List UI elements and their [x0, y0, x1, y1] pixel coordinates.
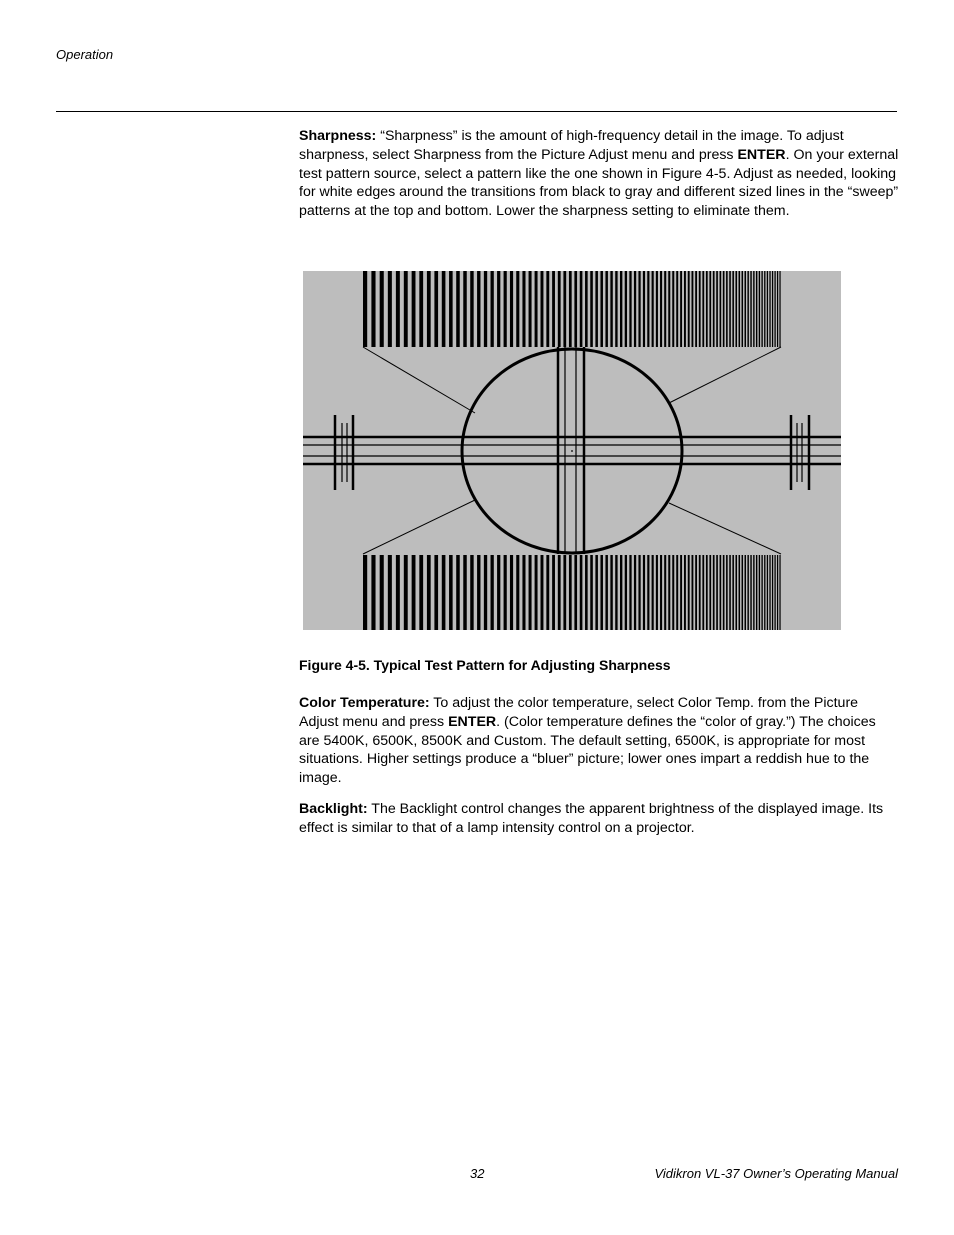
sweep-bar — [656, 555, 658, 630]
sweep-bar — [772, 271, 773, 347]
sweep-bar — [652, 555, 654, 630]
sweep-bar — [484, 555, 487, 630]
sweep-bar — [552, 555, 555, 630]
sweep-bar — [427, 555, 431, 630]
sweep-bar — [647, 271, 649, 347]
sharpness-paragraph — [299, 127, 899, 221]
sweep-bar — [412, 555, 416, 630]
sweep-bar — [546, 555, 549, 630]
sweep-bar — [742, 271, 743, 347]
sweep-bar — [732, 555, 734, 630]
sweep-bar — [720, 555, 722, 630]
sweep-bar — [652, 271, 654, 347]
sweep-bar — [732, 271, 734, 347]
sweep-bar — [753, 555, 754, 630]
sweep-bar — [463, 555, 466, 630]
sweep-bar — [363, 555, 367, 630]
sweep-bar — [643, 271, 645, 347]
sweep-bar — [558, 555, 561, 630]
figure-caption: Figure 4-5. Typical Test Pattern for Adjusting Sharpness — [299, 657, 671, 673]
sweep-bar — [419, 555, 423, 630]
sweep-bar — [702, 555, 704, 630]
sweep-bar — [761, 555, 762, 630]
color-temperature-term: Color Temperature: — [299, 695, 430, 711]
sweep-bar — [759, 271, 760, 347]
sweep-bar — [739, 555, 741, 630]
sweep-bar — [388, 555, 392, 630]
sweep-bar — [688, 271, 690, 347]
sweep-bar — [552, 271, 555, 347]
sweep-bar — [442, 271, 446, 347]
sweep-bar — [569, 271, 572, 347]
sweep-bar — [779, 555, 780, 630]
sweep-bar — [745, 555, 746, 630]
sweep-bar — [615, 555, 617, 630]
sweep-bar — [713, 555, 715, 630]
sweep-bar — [764, 555, 765, 630]
sweep-bar — [747, 555, 748, 630]
sweep-bar — [720, 271, 722, 347]
sweep-bar — [736, 271, 738, 347]
manual-title: Vidikron VL-37 Owner’s Operating Manual — [654, 1166, 898, 1181]
sweep-bar — [709, 271, 711, 347]
sweep-bar — [605, 555, 607, 630]
sweep-bar — [388, 271, 392, 347]
sweep-bar — [634, 555, 636, 630]
sweep-bar — [629, 555, 631, 630]
sweep-bar — [477, 271, 480, 347]
sweep-bar — [729, 555, 731, 630]
sweep-bar — [742, 555, 743, 630]
sweep-bar — [580, 555, 583, 630]
sweep-bar — [777, 555, 778, 630]
sweep-bar — [516, 555, 519, 630]
sweep-bar — [753, 271, 754, 347]
sweep-bar — [756, 555, 757, 630]
sweep-bar — [634, 271, 636, 347]
sweep-bar — [504, 555, 507, 630]
enter-key-label: ENTER — [737, 146, 786, 163]
sweep-bar — [529, 555, 532, 630]
sweep-bar — [522, 555, 525, 630]
sweep-bar — [668, 271, 670, 347]
sweep-bar — [546, 271, 549, 347]
sweep-bar — [643, 555, 645, 630]
sweep-bar — [470, 555, 473, 630]
sweep-bar — [726, 271, 728, 347]
sweep-bar — [629, 271, 631, 347]
sweep-bar — [688, 555, 690, 630]
sweep-bar — [664, 555, 666, 630]
sweep-bar — [729, 271, 731, 347]
sweep-bar — [739, 271, 741, 347]
sweep-bar — [590, 271, 593, 347]
sweep-bar — [456, 271, 460, 347]
sweep-bar — [470, 271, 473, 347]
enter-key-label: ENTER — [448, 713, 497, 730]
sweep-bar — [726, 555, 728, 630]
sweep-bar — [656, 271, 658, 347]
sweep-bar — [723, 555, 725, 630]
sweep-bar — [759, 555, 760, 630]
sweep-bar — [769, 271, 770, 347]
sweep-bar — [761, 271, 762, 347]
sweep-bar — [497, 555, 500, 630]
sweep-bar — [574, 555, 577, 630]
color-temperature-paragraph — [299, 694, 899, 788]
sweep-bar — [684, 271, 686, 347]
sweep-bar — [680, 555, 682, 630]
sweep-bar — [569, 555, 572, 630]
sweep-bar — [638, 555, 640, 630]
sweep-bar — [419, 271, 423, 347]
sweep-bar — [745, 271, 746, 347]
sweep-bar — [563, 555, 566, 630]
sweep-bar — [680, 271, 682, 347]
center-dot — [571, 450, 573, 452]
sweep-bar — [595, 555, 598, 630]
sweep-bar — [510, 555, 513, 630]
sweep-bar — [676, 555, 678, 630]
sweep-bar — [610, 555, 612, 630]
sweep-bar — [774, 555, 775, 630]
sweep-bar — [574, 271, 577, 347]
sweep-bar — [620, 555, 622, 630]
sweep-bar — [625, 271, 627, 347]
sweep-bar — [590, 555, 593, 630]
sharpness-text-2: . On your external test pattern source, select a pattern like the one shown in Figure 4-5. Adjust as needed, looking for white edges around the transitions from black to gray and different sized lines in the “sweep” patterns at the top and bottom. Lower the sharpness setting to eliminate them. — [299, 146, 899, 220]
sweep-bar — [723, 271, 725, 347]
sweep-bar — [706, 271, 708, 347]
sweep-bar — [585, 555, 588, 630]
header-rule — [56, 111, 897, 112]
sweep-bar — [716, 555, 718, 630]
sweep-bar — [684, 555, 686, 630]
sweep-bar — [449, 271, 453, 347]
sweep-bar — [491, 271, 494, 347]
sweep-bar — [535, 555, 538, 630]
sharpness-term: Sharpness: — [299, 128, 377, 144]
sharpness-text-1: “Sharpness” is the amount of high-frequency detail in the image. To adjust sharpness, select Sharpness from the Picture Adjust menu and press — [299, 128, 844, 163]
sweep-bar — [676, 271, 678, 347]
sweep-bar — [600, 555, 603, 630]
sweep-bar — [600, 271, 603, 347]
sweep-bar — [541, 555, 544, 630]
sweep-bar — [709, 555, 711, 630]
sweep-bar — [647, 555, 649, 630]
sweep-bar — [484, 271, 487, 347]
sweep-bar — [516, 271, 519, 347]
sweep-bar — [767, 555, 768, 630]
sweep-bar — [699, 555, 701, 630]
sweep-bar — [672, 555, 674, 630]
sweep-bar — [756, 271, 757, 347]
sweep-bar — [404, 271, 408, 347]
sweep-bar — [668, 555, 670, 630]
sweep-bar — [404, 555, 408, 630]
sweep-bar — [497, 271, 500, 347]
sweep-bar — [736, 555, 738, 630]
sweep-bar — [692, 555, 694, 630]
sweep-bar — [767, 271, 768, 347]
sweep-bar — [585, 271, 588, 347]
sweep-bar — [541, 271, 544, 347]
sweep-bar — [529, 271, 532, 347]
sweep-bar — [371, 271, 375, 347]
backlight-term: Backlight: — [299, 801, 368, 817]
sweep-bar — [504, 271, 507, 347]
sweep-bar — [535, 271, 538, 347]
sweep-bar — [716, 271, 718, 347]
sweep-bar — [442, 555, 446, 630]
sweep-bar — [692, 271, 694, 347]
color-temperature-text-2: . (Color temperature defines the “color of gray.”) The choices are 5400K, 6500K, 8500K and Custom. The default setting, 6500K, is appropriate for most situations. Higher settings produce a “bluer” picture; lower ones impart a reddish hue to the image. — [299, 713, 876, 787]
sweep-bar — [750, 271, 751, 347]
sharpness-test-pattern-figure — [303, 271, 841, 630]
sweep-bar — [580, 271, 583, 347]
running-header: Operation — [56, 47, 114, 62]
sweep-bar — [695, 271, 697, 347]
sweep-bar — [605, 271, 607, 347]
sweep-bar — [699, 271, 701, 347]
sweep-bar — [434, 555, 438, 630]
sweep-bar — [412, 271, 416, 347]
sweep-bar — [747, 271, 748, 347]
sweep-bar — [558, 271, 561, 347]
sweep-bar — [779, 271, 780, 347]
sweep-bar — [764, 271, 765, 347]
sweep-bar — [638, 271, 640, 347]
sweep-bar — [664, 271, 666, 347]
sweep-bar — [380, 555, 384, 630]
sweep-bar — [510, 271, 513, 347]
sweep-bar — [595, 271, 598, 347]
sweep-bar — [660, 555, 662, 630]
sweep-bar — [380, 271, 384, 347]
sweep-bar — [772, 555, 773, 630]
page-number: 32 — [470, 1166, 485, 1181]
sweep-bar — [706, 555, 708, 630]
sweep-bar — [563, 271, 566, 347]
sweep-bar — [522, 271, 525, 347]
sweep-bar — [463, 271, 466, 347]
sweep-bar — [449, 555, 453, 630]
sweep-bar — [477, 555, 480, 630]
sweep-bar — [434, 271, 438, 347]
sweep-bar — [774, 271, 775, 347]
sweep-bar — [620, 271, 622, 347]
sweep-bar — [363, 271, 367, 347]
sweep-bar — [456, 555, 460, 630]
sweep-bar — [396, 271, 400, 347]
sweep-bar — [396, 555, 400, 630]
color-temperature-text-1: To adjust the color temperature, select Color Temp. from the Picture Adjust menu and press — [299, 695, 859, 730]
sweep-bar — [750, 555, 751, 630]
sweep-bar — [672, 271, 674, 347]
sweep-bar — [660, 271, 662, 347]
sweep-bar — [491, 555, 494, 630]
sweep-bar — [769, 555, 770, 630]
sweep-bar — [695, 555, 697, 630]
sweep-bar — [625, 555, 627, 630]
sweep-bar — [427, 271, 431, 347]
sweep-bar — [615, 271, 617, 347]
backlight-text: The Backlight control changes the apparent brightness of the displayed image. Its effect is similar to that of a lamp intensity control on a projector. — [299, 801, 884, 836]
sweep-bar — [702, 271, 704, 347]
sweep-bar — [610, 271, 612, 347]
sweep-bar — [713, 271, 715, 347]
sweep-bar — [777, 271, 778, 347]
backlight-paragraph — [299, 800, 899, 838]
sweep-bar — [371, 555, 375, 630]
